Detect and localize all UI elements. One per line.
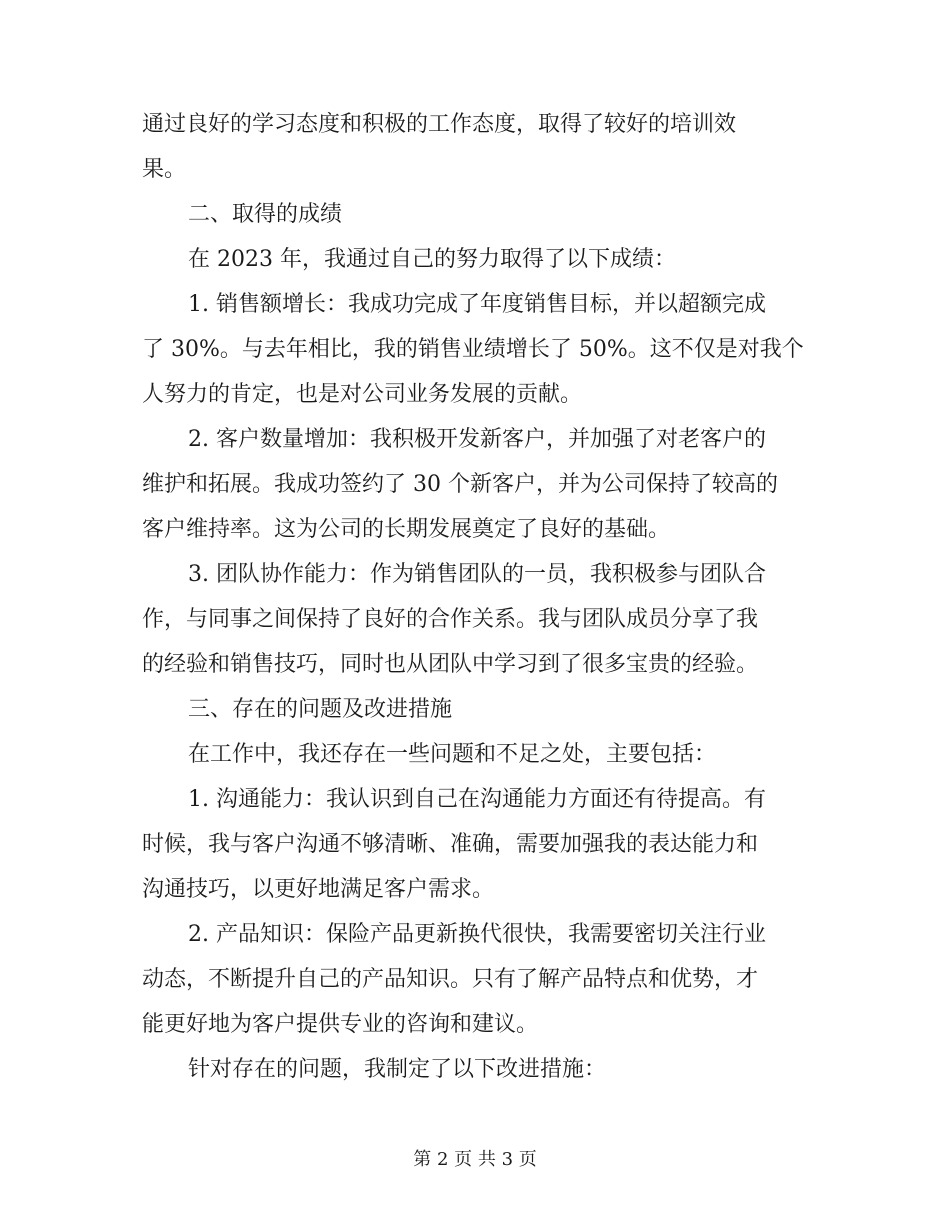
document-body — [142, 102, 808, 1092]
section-heading: 二、取得的成绩 — [188, 202, 343, 227]
list-item-line: 3. 团队协作能力：作为销售团队的一员，我积极参与团队合 — [188, 562, 766, 587]
paragraph-line: 能更好地为客户提供专业的咨询和建议。 — [142, 1012, 539, 1037]
list-item-line: 1. 沟通能力：我认识到自己在沟通能力方面还有待提高。有 — [188, 787, 766, 812]
paragraph-line: 果。 — [142, 157, 187, 182]
paragraph-line: 在 2023 年，我通过自己的努力取得了以下成绩： — [188, 247, 676, 272]
section-heading: 三、存在的问题及改进措施 — [188, 697, 453, 722]
list-item-line: 2. 客户数量增加：我积极开发新客户，并加强了对老客户的 — [188, 427, 766, 452]
paragraph-line: 的经验和销售技巧，同时也从团队中学习到了很多宝贵的经验。 — [142, 652, 759, 677]
paragraph-line: 通过良好的学习态度和积极的工作态度，取得了较好的培训效 — [142, 112, 737, 137]
paragraph-line: 在工作中，我还存在一些问题和不足之处，主要包括： — [188, 742, 717, 767]
paragraph-line: 客户维持率。这为公司的长期发展奠定了良好的基础。 — [142, 517, 671, 542]
paragraph-line: 动态，不断提升自己的产品知识。只有了解产品特点和优势，才 — [142, 967, 759, 992]
paragraph-line: 针对存在的问题，我制定了以下改进措施： — [188, 1057, 607, 1082]
paragraph-line: 作，与同事之间保持了良好的合作关系。我与团队成员分享了我 — [142, 607, 759, 632]
paragraph-line: 人努力的肯定，也是对公司业务发展的贡献。 — [142, 382, 583, 407]
page-footer: 第 2 页 共 3 页 — [413, 1149, 537, 1170]
list-item-line: 2. 产品知识：保险产品更新换代很快，我需要密切关注行业 — [188, 922, 766, 947]
paragraph-line: 时候，我与客户沟通不够清晰、准确，需要加强我的表达能力和 — [142, 832, 759, 857]
paragraph-line: 了 30%。与去年相比，我的销售业绩增长了 50%。这不仅是对我个 — [142, 337, 804, 362]
paragraph-line: 沟通技巧，以更好地满足客户需求。 — [142, 877, 495, 902]
list-item-line: 1. 销售额增长：我成功完成了年度销售目标，并以超额完成 — [188, 292, 766, 317]
paragraph-line: 维护和拓展。我成功签约了 30 个新客户，并为公司保持了较高的 — [142, 472, 778, 497]
